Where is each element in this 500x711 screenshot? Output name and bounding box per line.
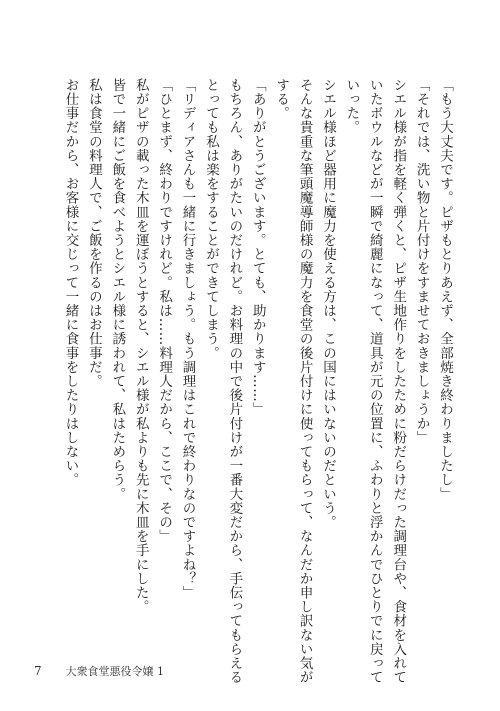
text-line: 「ありがとうございます。とても、助かります……」 bbox=[249, 78, 266, 417]
text-line: いった。 bbox=[343, 78, 360, 135]
text-line: もちろん、ありがたいのだけれど。お料理の中で後片付けが一番大変だから、手伝ってもらえる bbox=[226, 78, 243, 685]
text-line: 私は食堂の料理人で、ご飯を作るのはお仕事だ。 bbox=[85, 78, 102, 389]
text-line: とっても私は楽をすることができてしまう。 bbox=[202, 78, 219, 360]
text-line: そんな貴重な筆頭魔導師様の魔力を食堂の後片付けに使ってもらって、なんだか申し訳ない気が bbox=[296, 78, 313, 685]
page-number: 7 bbox=[34, 664, 42, 678]
text-line: 「それでは、洗い物と片付けをすませておきましょうか」 bbox=[413, 78, 430, 445]
text-line: お仕事だから、お客様に交じって一緒に食事をしたりはしない。 bbox=[62, 78, 79, 487]
text-line: 「ひとまず、終わりですけれど。私は……料理人だから、ここで、その」 bbox=[156, 78, 173, 544]
text-line: 「もう大丈夫です。ピザもとりあえず、全部焼き終わりましたし」 bbox=[437, 78, 453, 501]
page-footer bbox=[34, 663, 164, 679]
text-line: シエル様が指を軽く弾くと、ピザ生地作りをしたために粉だらけだった調理台や、食材を入れて bbox=[390, 78, 407, 685]
text-line: 「リディアさんも一緒に行きましょう。もう調理はこれで終わりなのですよね？」 bbox=[179, 78, 196, 600]
text-line: 私がピザの載った木皿を運ぼうとすると、シエル様が私よりも先に木皿を手にした。 bbox=[132, 78, 149, 614]
text-line: いたボウルなどが一瞬で綺麗になって、道具が元の位置に、ふわりと浮かんでひとりでに戻って bbox=[366, 78, 383, 685]
text-line: シエル様ほど器用に魔力を使える方は、この国にはいないのだという。 bbox=[319, 78, 336, 530]
book-title: 大衆食堂悪役令嬢 1 bbox=[65, 665, 164, 678]
text-line: する。 bbox=[273, 78, 290, 121]
text-line: 皆で一緒にご飯を食べようとシエル様に誘われて、私はためらう。 bbox=[109, 78, 126, 501]
